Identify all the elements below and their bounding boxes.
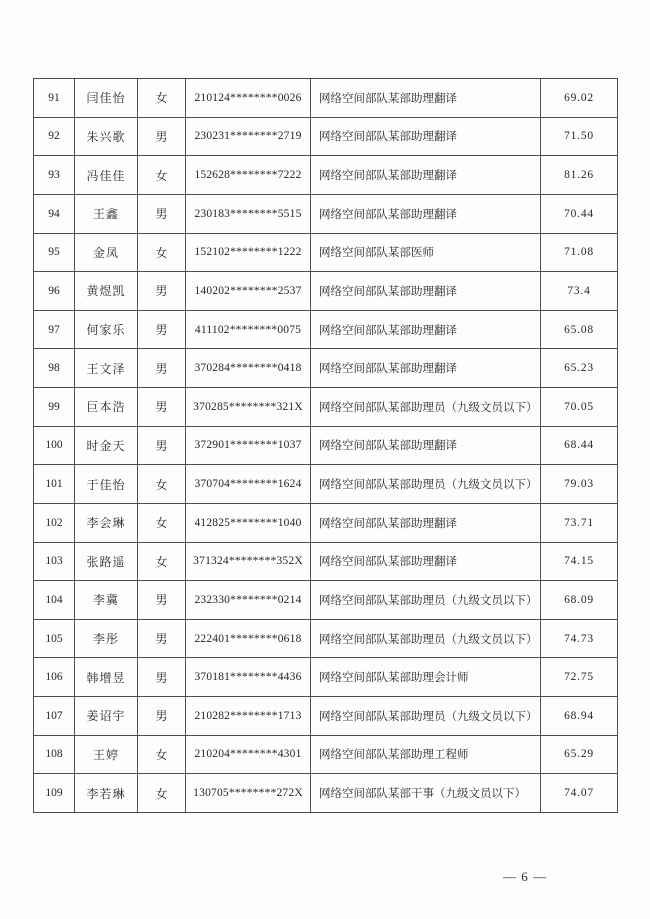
cell-position: 网络空间部队某部医师: [311, 233, 541, 272]
cell-name: 张路遥: [75, 542, 138, 581]
cell-position: 网络空间部队某部助理翻译: [311, 310, 541, 349]
cell-name: 何家乐: [75, 310, 138, 349]
cell-position: 网络空间部队某部助理翻译: [311, 117, 541, 156]
table-row: [34, 426, 618, 465]
cell-gender: 男: [138, 117, 186, 156]
table-row: [34, 272, 618, 311]
cell-position: 网络空间部队某部助理翻译: [311, 194, 541, 233]
cell-position: 网络空间部队某部干事（九级文员以下）: [311, 774, 541, 813]
score-table-body: [34, 79, 618, 813]
table-row: [34, 194, 618, 233]
cell-row-number: 95: [34, 233, 75, 272]
table-row: [34, 465, 618, 504]
cell-id-number: 130705********272X: [186, 774, 311, 813]
cell-score: 65.08: [541, 310, 618, 349]
cell-id-number: 210204********4301: [186, 735, 311, 774]
cell-position: 网络空间部队某部助理翻译: [311, 79, 541, 118]
cell-name: 李冀: [75, 581, 138, 620]
cell-score: 73.71: [541, 503, 618, 542]
table-row: [34, 619, 618, 658]
cell-score: 71.08: [541, 233, 618, 272]
cell-row-number: 101: [34, 465, 75, 504]
cell-id-number: 371324********352X: [186, 542, 311, 581]
cell-row-number: 109: [34, 774, 75, 813]
cell-row-number: 100: [34, 426, 75, 465]
cell-name: 金凤: [75, 233, 138, 272]
cell-id-number: 370284********0418: [186, 349, 311, 388]
table-row: [34, 503, 618, 542]
cell-score: 74.15: [541, 542, 618, 581]
cell-name: 王婷: [75, 735, 138, 774]
cell-row-number: 102: [34, 503, 75, 542]
cell-name: 于佳怡: [75, 465, 138, 504]
cell-name: 李若琳: [75, 774, 138, 813]
cell-row-number: 104: [34, 581, 75, 620]
cell-name: 朱兴歌: [75, 117, 138, 156]
cell-score: 70.05: [541, 388, 618, 427]
cell-gender: 女: [138, 735, 186, 774]
table-row: [34, 581, 618, 620]
cell-id-number: 370285********321X: [186, 388, 311, 427]
cell-gender: 女: [138, 156, 186, 195]
cell-gender: 女: [138, 465, 186, 504]
cell-id-number: 230231********2719: [186, 117, 311, 156]
page-number: — 6 —: [503, 869, 547, 884]
cell-position: 网络空间部队某部助理翻译: [311, 542, 541, 581]
cell-position: 网络空间部队某部助理翻译: [311, 156, 541, 195]
cell-gender: 男: [138, 272, 186, 311]
table-row: [34, 79, 618, 118]
cell-position: 网络空间部队某部助理员（九级文员以下）: [311, 697, 541, 736]
cell-gender: 男: [138, 194, 186, 233]
cell-gender: 女: [138, 774, 186, 813]
cell-name: 黄煜凯: [75, 272, 138, 311]
cell-gender: 女: [138, 503, 186, 542]
cell-position: 网络空间部队某部助理翻译: [311, 426, 541, 465]
cell-gender: 男: [138, 619, 186, 658]
cell-score: 68.94: [541, 697, 618, 736]
cell-score: 74.07: [541, 774, 618, 813]
cell-gender: 男: [138, 697, 186, 736]
candidate-score-table: [33, 78, 618, 813]
cell-row-number: 107: [34, 697, 75, 736]
cell-id-number: 411102********0075: [186, 310, 311, 349]
cell-score: 68.09: [541, 581, 618, 620]
cell-position: 网络空间部队某部助理翻译: [311, 503, 541, 542]
cell-name: 闫佳怡: [75, 79, 138, 118]
cell-gender: 男: [138, 349, 186, 388]
cell-name: 李会琳: [75, 503, 138, 542]
cell-position: 网络空间部队某部助理员（九级文员以下）: [311, 388, 541, 427]
cell-row-number: 98: [34, 349, 75, 388]
cell-score: 81.26: [541, 156, 618, 195]
cell-gender: 男: [138, 581, 186, 620]
cell-gender: 女: [138, 233, 186, 272]
cell-row-number: 97: [34, 310, 75, 349]
cell-score: 65.29: [541, 735, 618, 774]
cell-gender: 男: [138, 310, 186, 349]
cell-id-number: 230183********5515: [186, 194, 311, 233]
table-row: [34, 735, 618, 774]
cell-id-number: 372901********1037: [186, 426, 311, 465]
cell-gender: 男: [138, 426, 186, 465]
table-row: [34, 388, 618, 427]
cell-position: 网络空间部队某部助理会计师: [311, 658, 541, 697]
cell-gender: 男: [138, 658, 186, 697]
cell-score: 69.02: [541, 79, 618, 118]
cell-id-number: 152102********1222: [186, 233, 311, 272]
table-row: [34, 156, 618, 195]
cell-row-number: 106: [34, 658, 75, 697]
table-row: [34, 658, 618, 697]
cell-id-number: 222401********0618: [186, 619, 311, 658]
cell-id-number: 412825********1040: [186, 503, 311, 542]
cell-position: 网络空间部队某部助理员（九级文员以下）: [311, 465, 541, 504]
cell-row-number: 92: [34, 117, 75, 156]
cell-gender: 女: [138, 79, 186, 118]
table-row: [34, 233, 618, 272]
table-row: [34, 349, 618, 388]
cell-row-number: 93: [34, 156, 75, 195]
cell-name: 王鑫: [75, 194, 138, 233]
cell-score: 70.44: [541, 194, 618, 233]
cell-position: 网络空间部队某部助理员（九级文员以下）: [311, 619, 541, 658]
cell-gender: 男: [138, 388, 186, 427]
cell-position: 网络空间部队某部助理员（九级文员以下）: [311, 581, 541, 620]
table-row: [34, 774, 618, 813]
cell-id-number: 232330********0214: [186, 581, 311, 620]
cell-score: 72.75: [541, 658, 618, 697]
cell-position: 网络空间部队某部助理工程师: [311, 735, 541, 774]
cell-score: 79.03: [541, 465, 618, 504]
cell-score: 73.4: [541, 272, 618, 311]
cell-row-number: 108: [34, 735, 75, 774]
table-row: [34, 117, 618, 156]
cell-row-number: 103: [34, 542, 75, 581]
cell-id-number: 210282********1713: [186, 697, 311, 736]
table-row: [34, 697, 618, 736]
cell-id-number: 140202********2537: [186, 272, 311, 311]
cell-score: 65.23: [541, 349, 618, 388]
cell-name: 李彤: [75, 619, 138, 658]
cell-position: 网络空间部队某部助理翻译: [311, 272, 541, 311]
cell-position: 网络空间部队某部助理翻译: [311, 349, 541, 388]
cell-name: 冯佳佳: [75, 156, 138, 195]
cell-id-number: 370181********4436: [186, 658, 311, 697]
cell-row-number: 94: [34, 194, 75, 233]
cell-name: 姜诏宇: [75, 697, 138, 736]
cell-row-number: 99: [34, 388, 75, 427]
cell-name: 王文泽: [75, 349, 138, 388]
cell-row-number: 105: [34, 619, 75, 658]
cell-id-number: 152628********7222: [186, 156, 311, 195]
cell-row-number: 91: [34, 79, 75, 118]
cell-id-number: 370704********1624: [186, 465, 311, 504]
cell-name: 巨本浩: [75, 388, 138, 427]
cell-score: 71.50: [541, 117, 618, 156]
cell-row-number: 96: [34, 272, 75, 311]
table-row: [34, 310, 618, 349]
cell-name: 韩增昱: [75, 658, 138, 697]
cell-name: 时金天: [75, 426, 138, 465]
cell-score: 68.44: [541, 426, 618, 465]
cell-id-number: 210124********0026: [186, 79, 311, 118]
cell-gender: 女: [138, 542, 186, 581]
cell-score: 74.73: [541, 619, 618, 658]
table-row: [34, 542, 618, 581]
